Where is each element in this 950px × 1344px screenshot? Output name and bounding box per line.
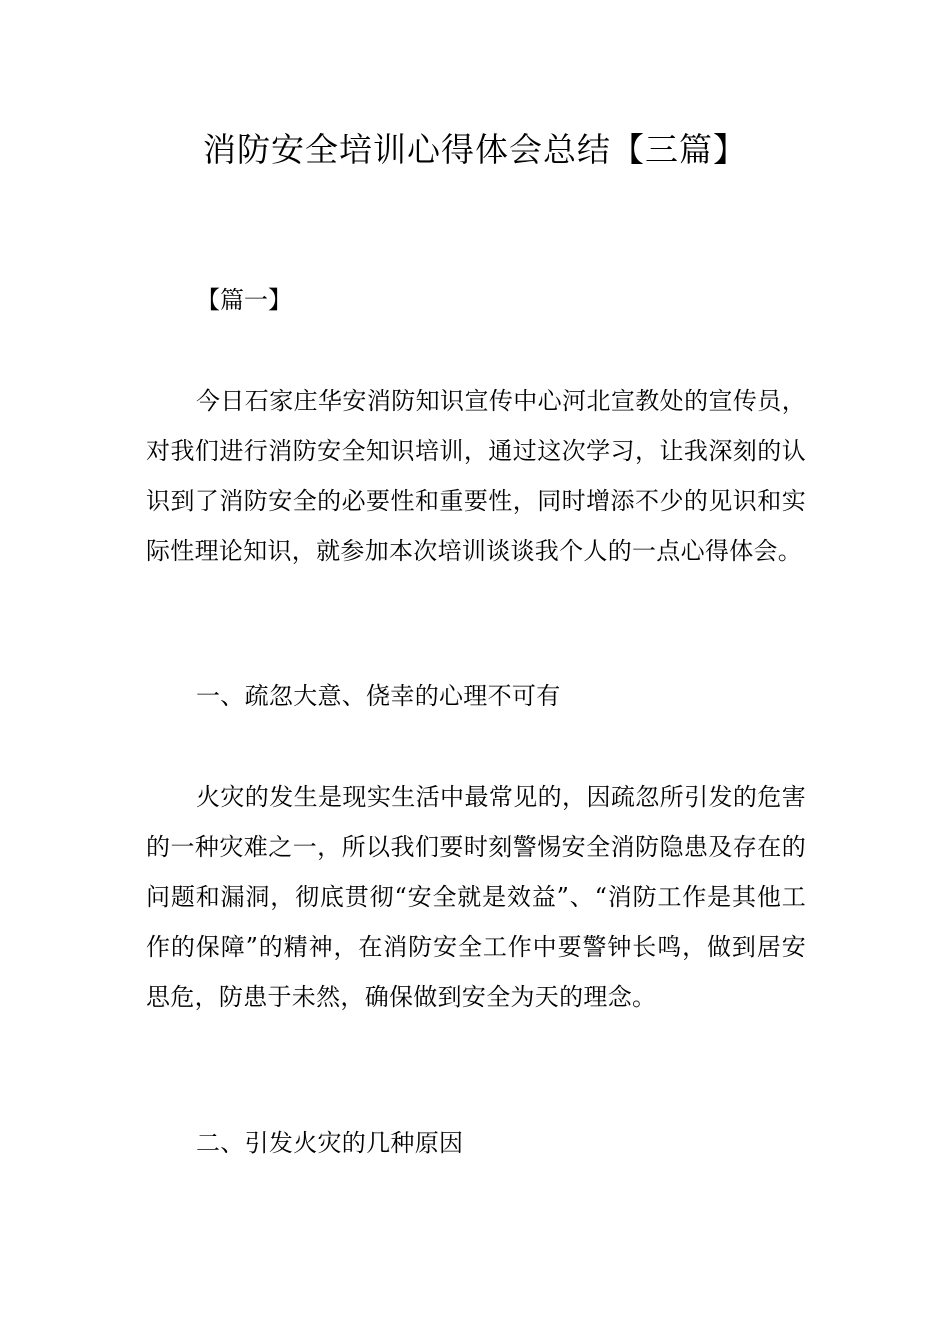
paragraph-fire-causes: 火灾的发生是现实生活中最常见的，因疏忽所引发的危害的一种灾难之一，所以我们要时刻警惕安全消防隐患及存在的问题和漏洞，彻底贯彻“安全就是效益”、“消防工作是其他工作的保障”的精神，在消防安全工作中要警钟长鸣，做到居安思危，防患于未然，确保做到安全为天的理念。 xyxy=(146,783,806,1011)
paragraph-intro: 今日石家庄华安消防知识宣传中心河北宣教处的宣传员，对我们进行消防安全知识培训，通过这次学习，让我深刻的认识到了消防安全的必要性和重要性，同时增添不少的见识和实际性理论知识，就参加本次培训谈谈我个人的一点心得体会。 xyxy=(146,387,806,565)
section-heading-1: 一、疏忽大意、侥幸的心理不可有 xyxy=(196,682,561,710)
section-marker: 【篇一】 xyxy=(196,286,292,314)
section-heading-2: 二、引发火灾的几种原因 xyxy=(196,1129,464,1157)
document-title: 消防安全培训心得体会总结【三篇】 xyxy=(203,130,747,169)
